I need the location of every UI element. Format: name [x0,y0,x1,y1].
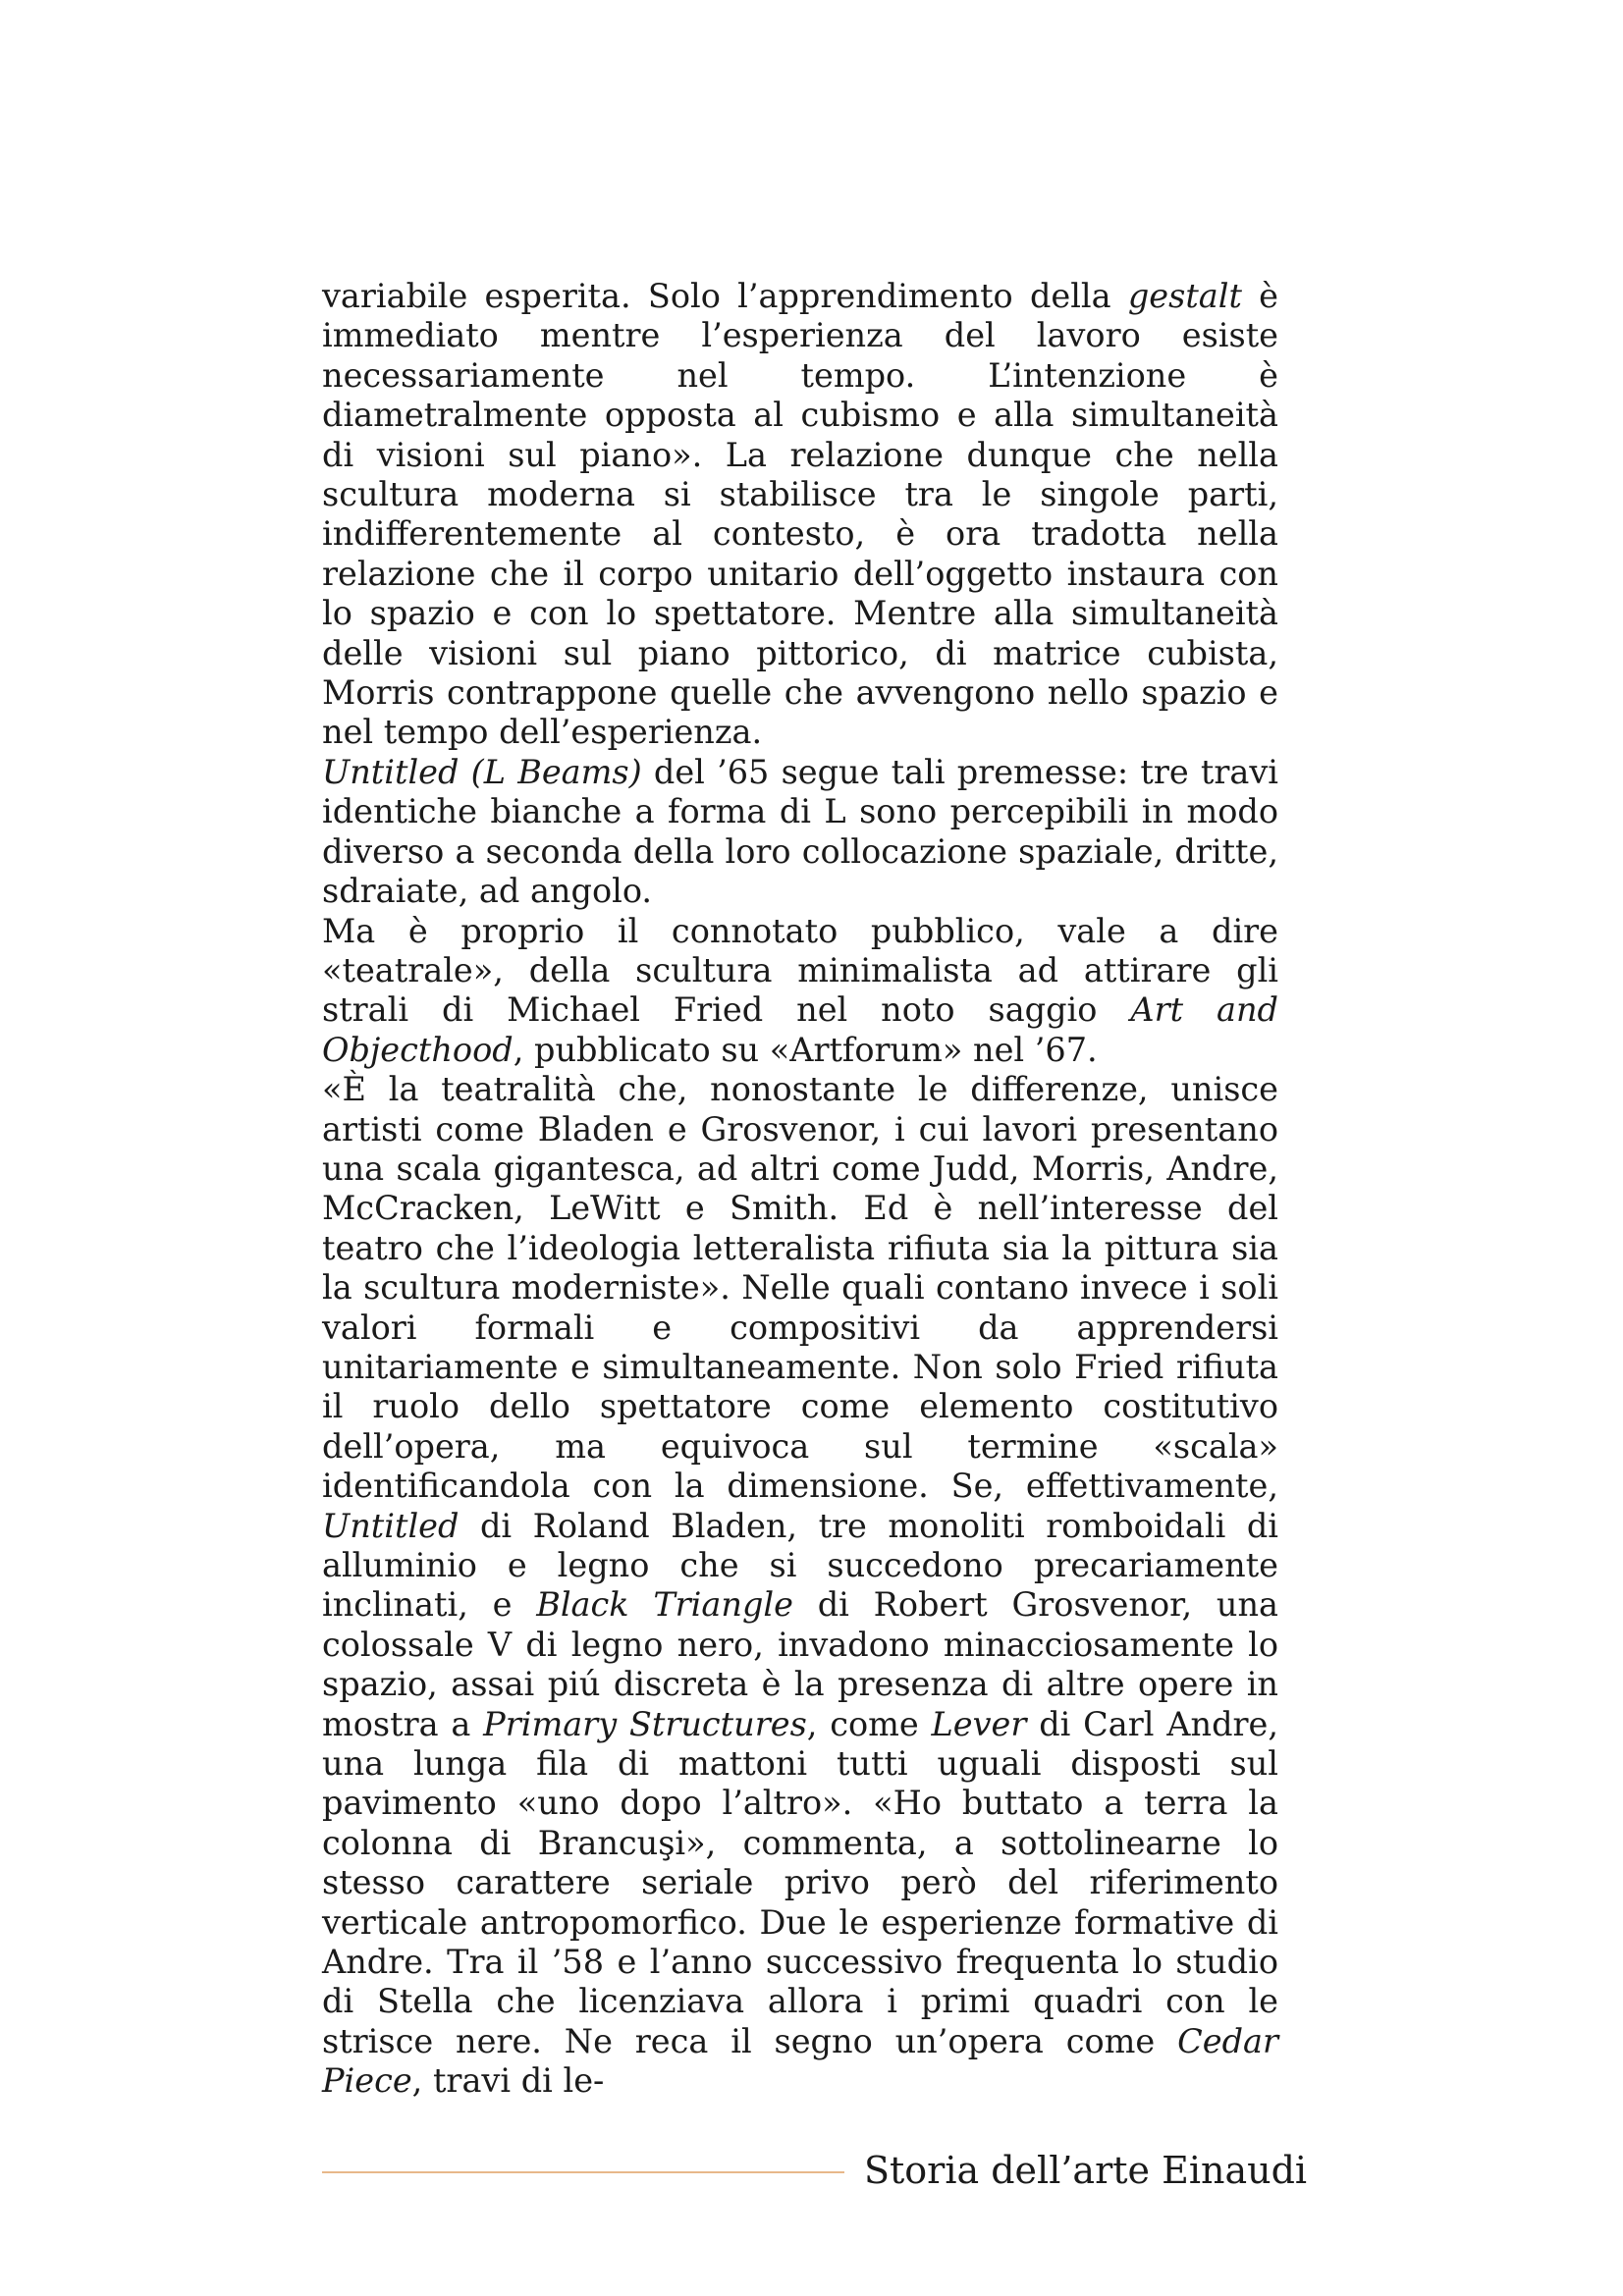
italic-title: Cedar Piece [322,2021,1278,2101]
paragraph [322,1070,1278,2102]
paragraph [322,753,1278,912]
text-run: , pubblicato su «Artforum» nel ’67. [513,1030,1098,1069]
text-run: Ma è proprio il connotato pubblico, vale a dire «teatrale», della scultura minimalista ad attirare gli strali di Michael Fried nel noto saggio [322,911,1278,1030]
text-run: , travi di le- [411,2061,605,2101]
text-run: di Roland Bladen, tre monoliti romboidali di alluminio e legno che si succedono precariamente inclinati, e [322,1506,1278,1625]
paragraph [322,912,1278,1071]
text-run: del ’65 segue tali premesse: tre travi identiche bianche a forma di L sono percepibili in modo diverso a seconda della loro collocazione spaziale, dritte, sdraiate, ad angolo. [322,752,1278,911]
italic-title: Art and Objecthood [322,990,1278,1069]
italic-title: Untitled [322,1506,460,1545]
text-run: , come [806,1704,932,1743]
text-run: di Robert Grosvenor, una colossale V di legno nero, invadono minacciosamente lo spazio, assai piú discreta è la presenza di altre opere in mostra a [322,1585,1278,1743]
text-run: «È la teatralità che, nonostante le differenze, unisce artisti come Bladen e Grosvenor, i cui lavori presentano una scala gigantesca, ad altri come Judd, Morris, Andre, McCracken, LeWitt e Smith. Ed è nell’interesse del teatro che l’ideologia letteralista rifiuta sia la pittura sia la scultura moderniste». Nelle quali contano invece i soli valori formali e compositivi da apprendersi unitariamente e simultaneamente. Non solo Fried rifiuta il ruolo dello spettatore come elemento costitutivo dell’opera, ma equivoca sul termine «scala» identificandola con la dimensione. Se, effettivamente, [322,1070,1278,1506]
italic-title: Primary Structures [483,1704,807,1743]
paragraph [322,277,1278,753]
italic-title: Untitled (L Beams) [322,752,642,791]
text-run: di Carl Andre, una lunga fila di mattoni tutti uguali disposti sul pavimento «uno dopo l’altro». «Ho buttato a terra la colonna di Brancuşi», commenta, a sottolinearne lo stesso carattere seriale privo però del riferimento verticale antropomorfico. Due le esperienze formative di Andre. Tra il ’58 e l’anno successivo frequenta lo studio di Stella che licenziava allora i primi quadri con le strisce nere. Ne reca il segno un’opera come [322,1704,1278,2060]
body-text [322,277,1278,2102]
footer-rule [322,2171,844,2173]
text-run: è immediato mentre l’esperienza del lavoro esiste necessariamente nel tempo. L’intenzione è diametralmente opposta al cubismo e alla simultaneità di visioni sul piano». La relazione dunque che nella scultura moderna si stabilisce tra le singole parti, indifferentemente al contesto, è ora tradotta nella relazione che il corpo unitario dell’oggetto instaura con lo spazio e con lo spettatore. Mentre alla simultaneità delle visioni sul piano pittorico, di matrice cubista, Morris contrappone quelle che avvengono nello spazio e nel tempo dell’esperienza. [322,277,1278,752]
italic-title: Lever [931,1704,1027,1743]
footer-title: Storia dell’arte Einaudi [864,2149,1308,2192]
text-run: variabile esperita. Solo l’apprendimento della [322,277,1128,315]
italic-title: Black Triangle [536,1585,793,1625]
italic-title: gestalt [1127,277,1242,315]
